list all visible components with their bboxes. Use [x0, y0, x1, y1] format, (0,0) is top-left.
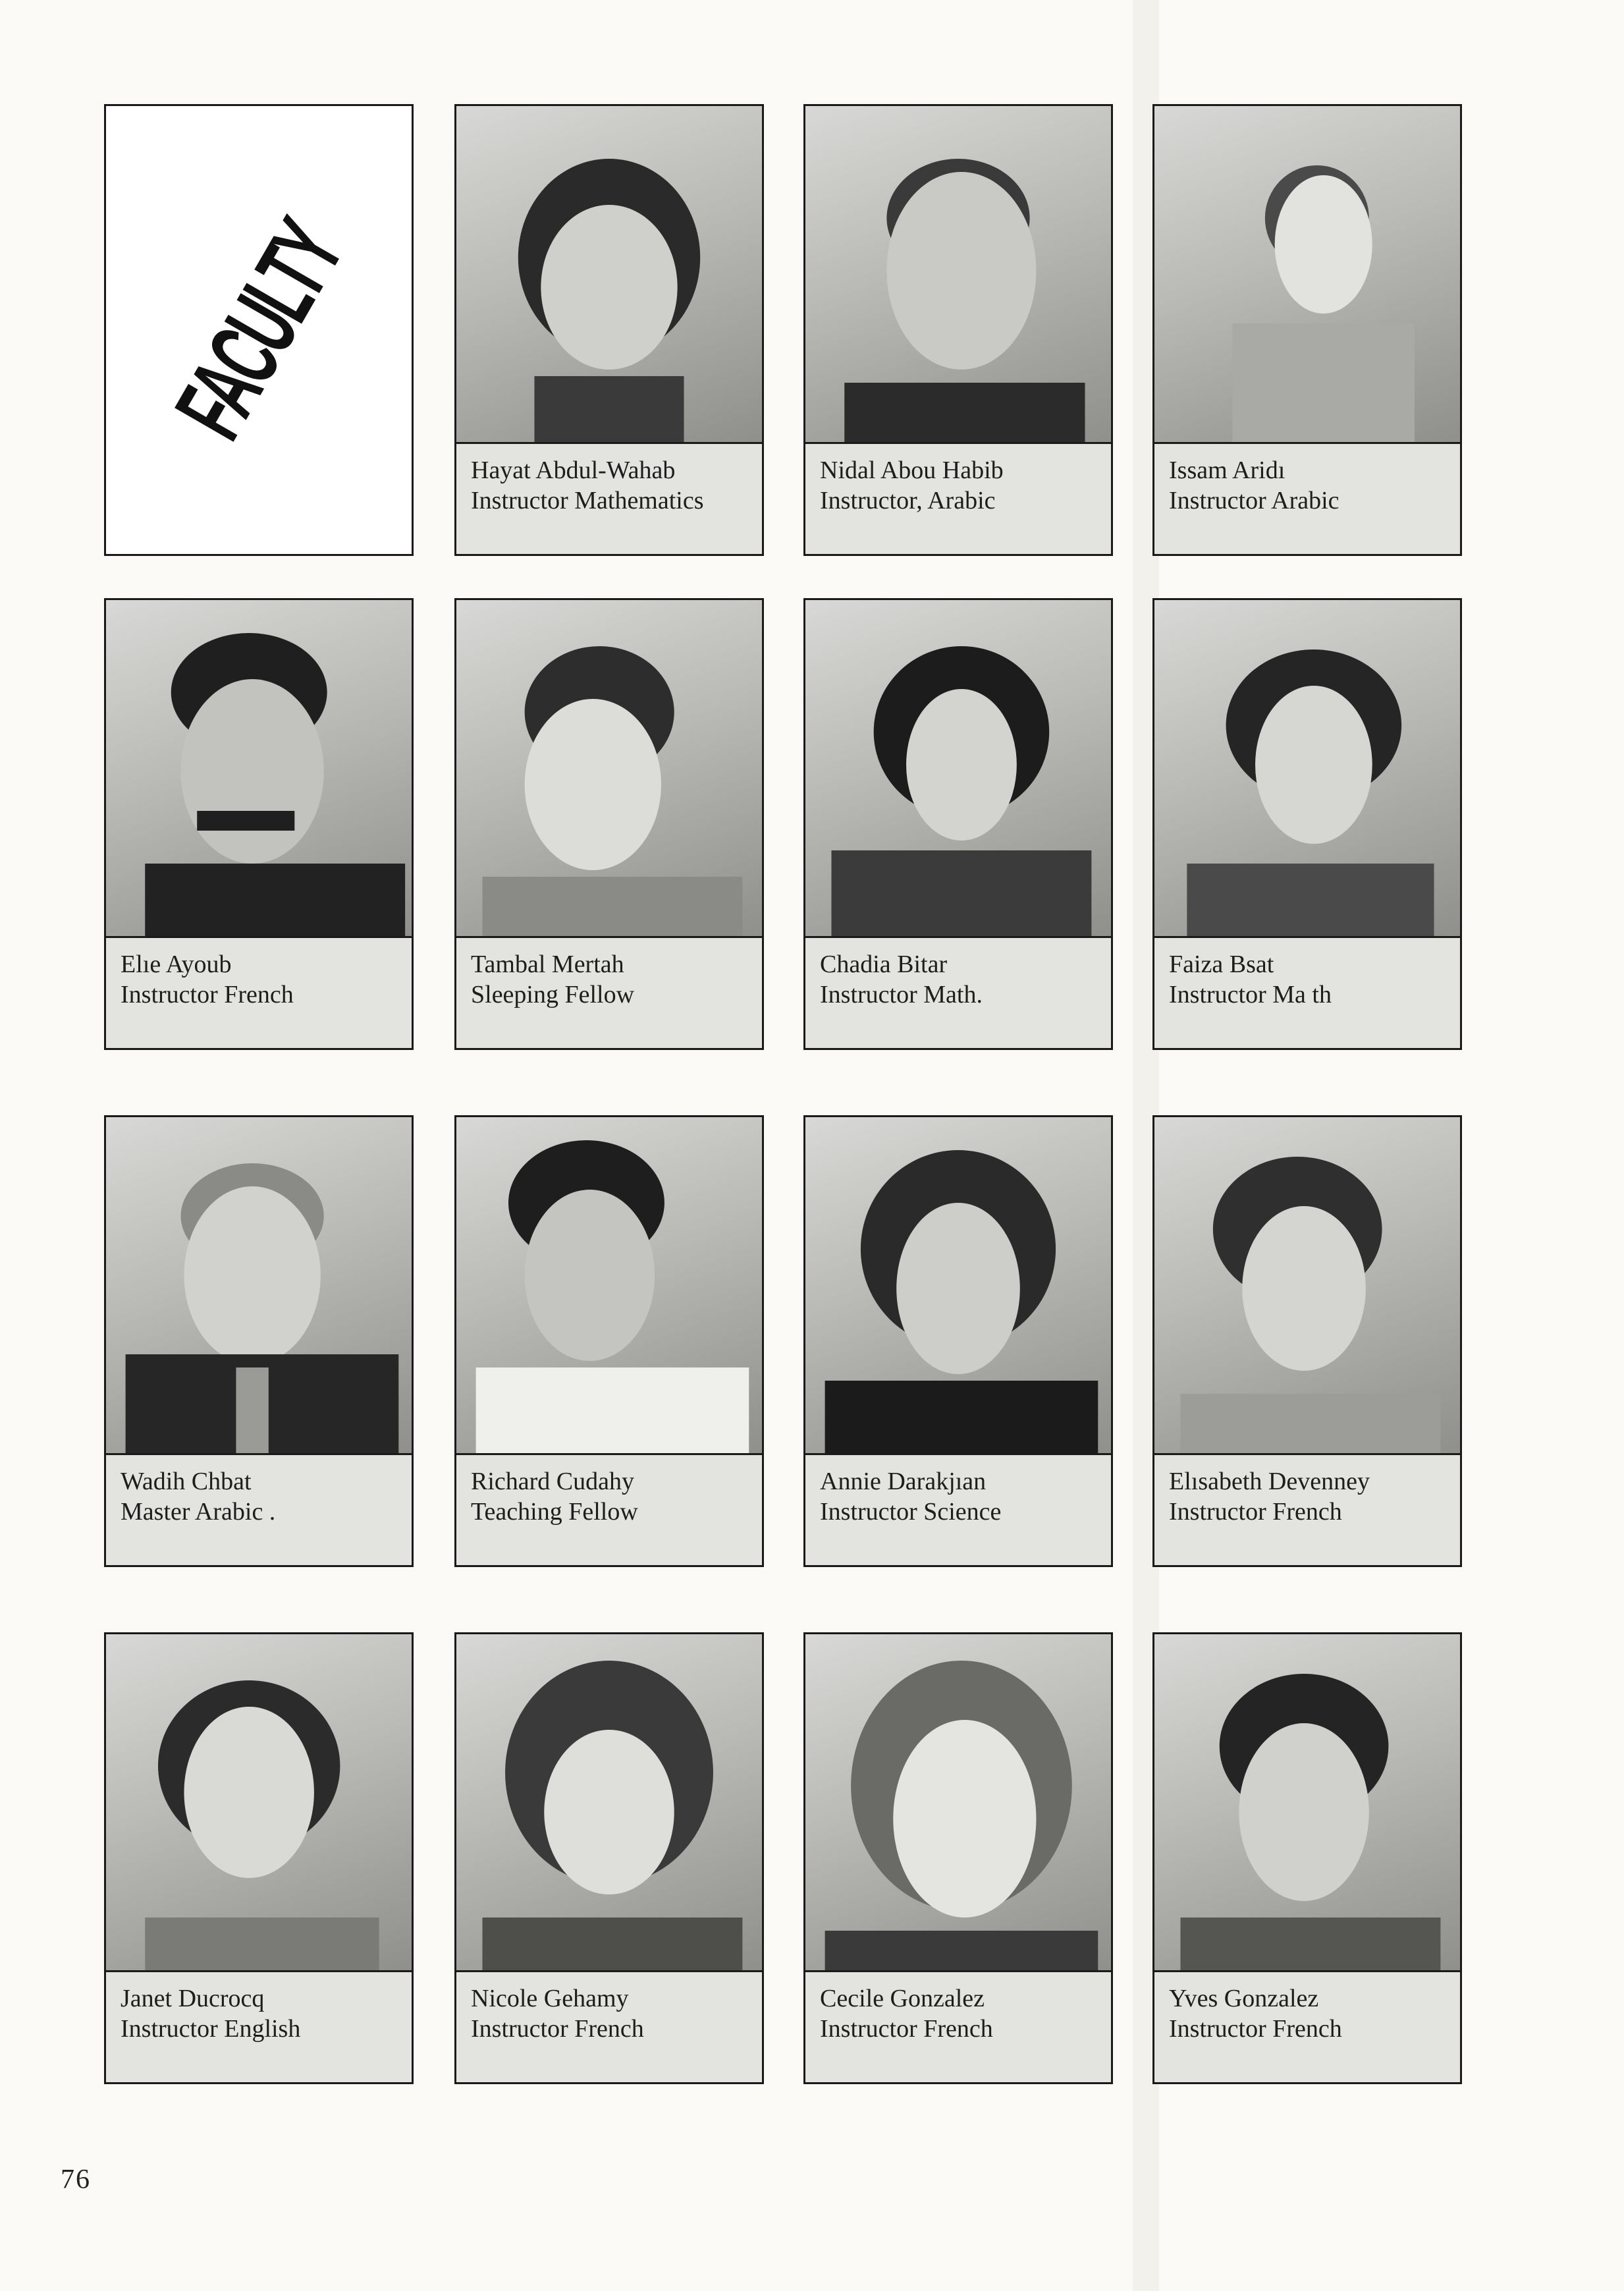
faculty-role: Instructor Ma th	[1169, 981, 1332, 1008]
faculty-caption	[471, 1466, 751, 1527]
portrait-photo	[805, 600, 1111, 938]
faculty-name: Janet Ducrocq	[121, 1985, 265, 2012]
section-title: FACULTY	[153, 204, 364, 456]
faculty-caption	[121, 949, 401, 1010]
portrait-icon	[456, 106, 762, 442]
faculty-caption	[471, 455, 751, 516]
faculty-caption	[820, 949, 1100, 1010]
faculty-caption	[121, 1466, 401, 1527]
portrait-photo	[106, 1117, 412, 1455]
faculty-role: Instructor Arabic	[1169, 487, 1340, 514]
portrait-photo	[805, 1117, 1111, 1455]
faculty-card	[104, 1632, 414, 2084]
faculty-role: Master Arabic .	[121, 1498, 276, 1526]
faculty-caption	[471, 949, 751, 1010]
faculty-role: Instructor French	[820, 2015, 993, 2043]
faculty-caption	[1169, 455, 1449, 516]
faculty-role: Instructor French	[1169, 2015, 1342, 2043]
faculty-card	[1152, 104, 1462, 556]
faculty-caption	[1169, 949, 1449, 1010]
faculty-name: Yves Gonzalez	[1169, 1985, 1319, 2012]
portrait-icon	[1154, 106, 1460, 442]
faculty-card	[803, 1115, 1113, 1567]
faculty-card	[803, 598, 1113, 1050]
faculty-name: Cecile Gonzalez	[820, 1985, 985, 2012]
faculty-caption	[820, 455, 1100, 516]
faculty-name: Elısabeth Devenney	[1169, 1468, 1370, 1495]
faculty-caption	[1169, 1983, 1449, 2044]
faculty-name: Tambal Mertah	[471, 951, 624, 978]
faculty-name: Richard Cudahy	[471, 1468, 635, 1495]
portrait-photo	[805, 106, 1111, 444]
faculty-name: Nicole Gehamy	[471, 1985, 629, 2012]
faculty-role: Instructor French	[121, 981, 294, 1008]
faculty-role: Instructor Mathematics	[471, 487, 704, 514]
portrait-photo	[106, 1634, 412, 1972]
faculty-caption	[1169, 1466, 1449, 1527]
faculty-card	[454, 1115, 764, 1567]
faculty-name: Annie Darakjıan	[820, 1468, 987, 1495]
faculty-name: Elıe Ayoub	[121, 951, 232, 978]
page-number: 76	[61, 2165, 91, 2195]
faculty-role: Instructor, Arabic	[820, 487, 996, 514]
faculty-name: Nidal Abou Habib	[820, 456, 1004, 484]
portrait-photo	[1154, 1117, 1460, 1455]
portrait-photo	[456, 600, 762, 938]
portrait-photo	[1154, 600, 1460, 938]
faculty-card	[803, 1632, 1113, 2084]
portrait-icon	[805, 1117, 1111, 1453]
faculty-caption	[820, 1466, 1100, 1527]
portrait-photo	[456, 1634, 762, 1972]
faculty-card	[1152, 598, 1462, 1050]
portrait-icon	[456, 600, 762, 936]
portrait-icon	[805, 106, 1111, 442]
faculty-caption	[820, 1983, 1100, 2044]
faculty-card	[803, 104, 1113, 556]
faculty-role: Sleeping Fellow	[471, 981, 635, 1008]
faculty-role: Instructor English	[121, 2015, 301, 2043]
faculty-card	[454, 598, 764, 1050]
faculty-card	[454, 1632, 764, 2084]
faculty-card	[454, 104, 764, 556]
portrait-icon	[1154, 600, 1460, 936]
portrait-icon	[106, 1117, 412, 1453]
faculty-card	[1152, 1632, 1462, 2084]
portrait-icon	[456, 1634, 762, 1970]
faculty-role: Instructor Science	[820, 1498, 1002, 1526]
faculty-caption	[471, 1983, 751, 2044]
portrait-icon	[456, 1117, 762, 1453]
faculty-card	[104, 1115, 414, 1567]
portrait-photo	[805, 1634, 1111, 1972]
portrait-icon	[805, 1634, 1111, 1970]
faculty-name: Hayat Abdul-Wahab	[471, 456, 676, 484]
faculty-card	[1152, 1115, 1462, 1567]
faculty-role: Instructor French	[1169, 1498, 1342, 1526]
faculty-role: Teaching Fellow	[471, 1498, 638, 1526]
portrait-photo	[1154, 1634, 1460, 1972]
faculty-caption	[121, 1983, 401, 2044]
faculty-name: Issam Aridı	[1169, 456, 1286, 484]
faculty-name: Faiza Bsat	[1169, 951, 1274, 978]
portrait-photo	[1154, 106, 1460, 444]
faculty-name: Wadih Chbat	[121, 1468, 252, 1495]
faculty-role: Instructor French	[471, 2015, 644, 2043]
portrait-photo	[456, 106, 762, 444]
portrait-photo	[456, 1117, 762, 1455]
portrait-icon	[1154, 1117, 1460, 1453]
faculty-card	[104, 598, 414, 1050]
faculty-role: Instructor Math.	[820, 981, 983, 1008]
portrait-icon	[1154, 1634, 1460, 1970]
faculty-name: Chadia Bitar	[820, 951, 948, 978]
portrait-icon	[106, 600, 412, 936]
portrait-icon	[106, 1634, 412, 1970]
portrait-icon	[805, 600, 1111, 936]
section-title-card	[104, 104, 414, 556]
portrait-photo	[106, 600, 412, 938]
